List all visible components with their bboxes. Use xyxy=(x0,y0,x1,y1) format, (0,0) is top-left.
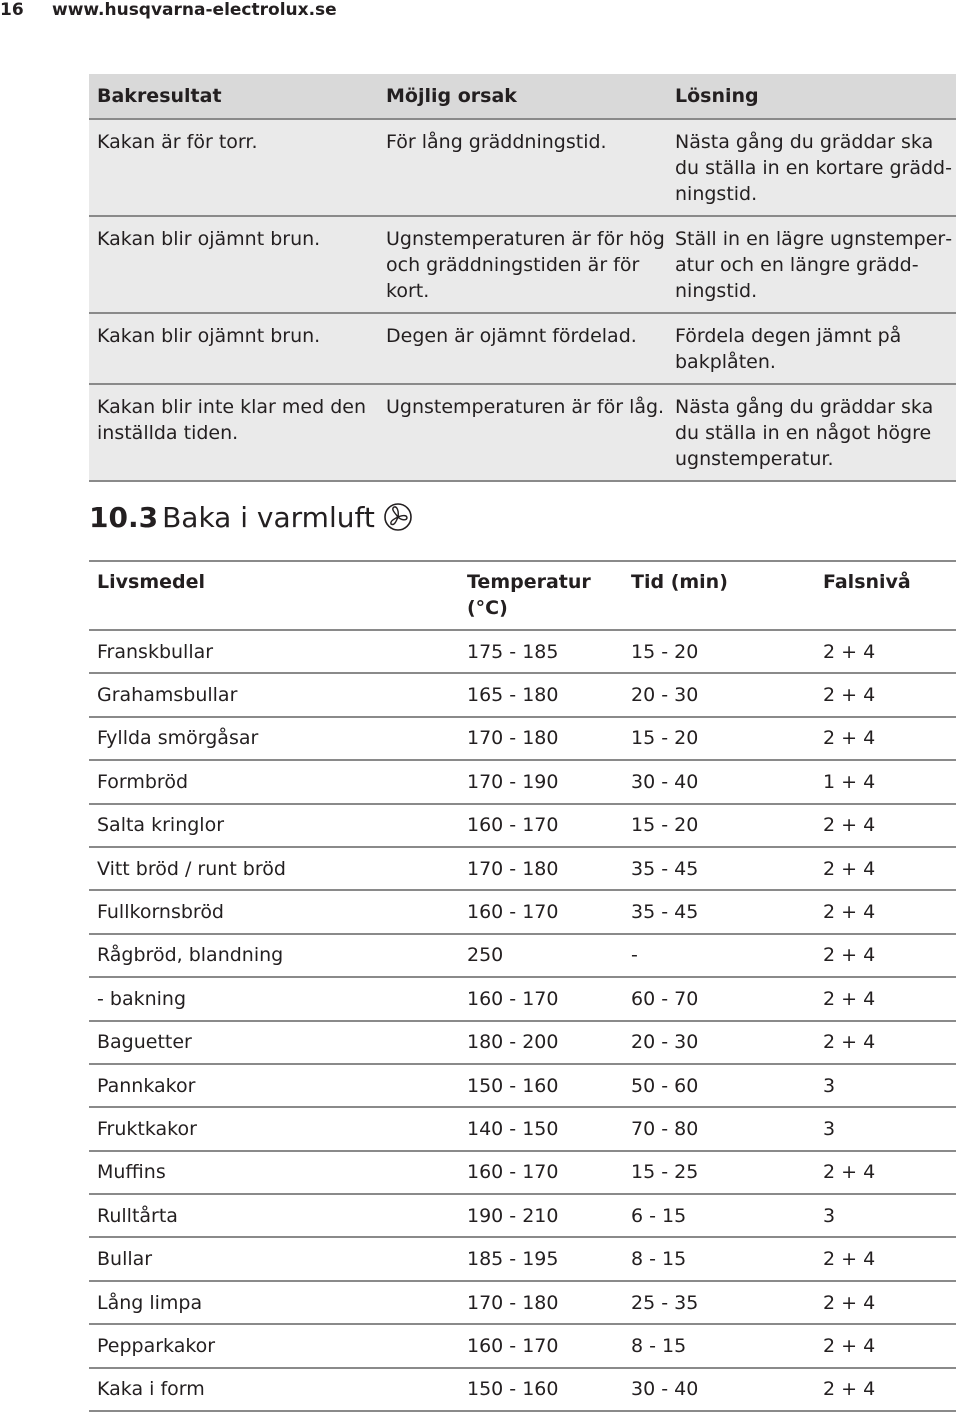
column-header: Livsmedel xyxy=(97,571,205,593)
table-cell: Lång limpa xyxy=(97,1291,203,1314)
table-cell: Rulltårta xyxy=(97,1204,178,1227)
table-cell: - bakning xyxy=(97,987,187,1010)
table-cell: Degen är ojämnt fördelad. xyxy=(386,325,637,347)
table-cell: Kakan är för torr. xyxy=(97,131,258,153)
table-cell: Fördela degen jämnt på bakplåten. xyxy=(675,325,902,373)
table-row xyxy=(89,631,956,674)
table-cell: 30 - 40 xyxy=(631,770,699,793)
table-cell: Fullkornsbröd xyxy=(97,901,224,924)
table-cell: Pepparkakor xyxy=(97,1334,216,1357)
table-cell: Kakan blir inte klar med den inställda tiden. xyxy=(97,396,366,444)
table-row xyxy=(89,978,956,1021)
table-cell: 2 + 4 xyxy=(823,814,876,837)
table-cell: 150 - 160 xyxy=(467,1378,559,1401)
table-row xyxy=(89,848,956,891)
table-cell: 180 - 200 xyxy=(467,1031,559,1054)
table-cell: 250 xyxy=(467,944,504,967)
table-cell: 20 - 30 xyxy=(631,684,699,707)
fan-icon xyxy=(383,502,413,532)
table-cell: 185 - 195 xyxy=(467,1248,559,1271)
table-row xyxy=(89,120,956,217)
table-row xyxy=(89,674,956,717)
table-row xyxy=(89,1195,956,1238)
section-heading xyxy=(89,497,413,537)
website-url: www.husqvarna-electrolux.se xyxy=(52,0,337,20)
table-row xyxy=(89,314,956,385)
table-row xyxy=(89,1152,956,1195)
table-row xyxy=(89,1108,956,1151)
baking-table xyxy=(89,560,956,1412)
table-cell: 8 - 15 xyxy=(631,1248,687,1271)
table-cell: 35 - 45 xyxy=(631,857,699,880)
table-cell: 15 - 25 xyxy=(631,1161,699,1184)
table-cell: 2 + 4 xyxy=(823,1248,876,1271)
table-cell: Pannkakor xyxy=(97,1074,196,1097)
table-row xyxy=(89,217,956,314)
table-cell: Fyllda smörgåsar xyxy=(97,727,259,750)
table-cell: Nästa gång du gräddar ska du ställa in en något högre ugnstemperatur. xyxy=(675,396,934,470)
column-header: Lösning xyxy=(675,85,759,107)
table-cell: Kakan blir ojämnt brun. xyxy=(97,325,321,347)
table-cell: 2 + 4 xyxy=(823,1161,876,1184)
table-cell: Kaka i form xyxy=(97,1378,205,1401)
table-cell: 170 - 190 xyxy=(467,770,559,793)
table-cell: 2 + 4 xyxy=(823,684,876,707)
table-cell: Bullar xyxy=(97,1248,153,1271)
table-cell: Fruktkakor xyxy=(97,1117,197,1140)
section-number: 10.3 xyxy=(89,500,159,534)
table-cell: 15 - 20 xyxy=(631,814,699,837)
table-cell: 170 - 180 xyxy=(467,857,559,880)
table-cell: 160 - 170 xyxy=(467,814,559,837)
table-cell: 3 xyxy=(823,1117,836,1140)
baking-table-body xyxy=(89,631,956,1412)
table-cell: Grahamsbullar xyxy=(97,684,238,707)
table-cell: 35 - 45 xyxy=(631,901,699,924)
table-cell: 8 - 15 xyxy=(631,1334,687,1357)
table-cell: Ugnstemperaturen är för låg. xyxy=(386,396,665,418)
table-cell: - xyxy=(631,944,638,967)
table-cell: 50 - 60 xyxy=(631,1074,699,1097)
table-cell: 2 + 4 xyxy=(823,987,876,1010)
table-header-row xyxy=(89,74,956,120)
table-cell: 2 + 4 xyxy=(823,727,876,750)
column-header: Tid (min) xyxy=(631,571,728,593)
table-cell: 160 - 170 xyxy=(467,901,559,924)
table-row xyxy=(89,1065,956,1108)
table-cell: 150 - 160 xyxy=(467,1074,559,1097)
table-row xyxy=(89,718,956,761)
table-cell: Ugnstemperaturen är för hög och gräddningstiden är för kort. xyxy=(386,228,665,302)
table-row xyxy=(89,935,956,978)
table-row xyxy=(89,385,956,482)
table-cell: 70 - 80 xyxy=(631,1117,699,1140)
table-cell: 25 - 35 xyxy=(631,1291,699,1314)
table-cell: 2 + 4 xyxy=(823,1031,876,1054)
table-cell: 15 - 20 xyxy=(631,640,699,663)
table-cell: Formbröd xyxy=(97,770,189,793)
table-cell: Vitt bröd / runt bröd xyxy=(97,857,286,880)
table-cell: 175 - 185 xyxy=(467,640,559,663)
table-cell: 2 + 4 xyxy=(823,1291,876,1314)
table-cell: Kakan blir ojämnt brun. xyxy=(97,228,321,250)
column-header: Bakresultat xyxy=(97,85,222,107)
table-cell: 30 - 40 xyxy=(631,1378,699,1401)
table-cell: 2 + 4 xyxy=(823,640,876,663)
table-cell: 2 + 4 xyxy=(823,1334,876,1357)
table-row xyxy=(89,1325,956,1368)
table-row xyxy=(89,1022,956,1065)
table-cell: 20 - 30 xyxy=(631,1031,699,1054)
table-cell: För lång gräddningstid. xyxy=(386,131,607,153)
table-cell: 190 - 210 xyxy=(467,1204,559,1227)
table-cell: 160 - 170 xyxy=(467,1334,559,1357)
table-cell: 3 xyxy=(823,1074,836,1097)
column-header: Möjlig orsak xyxy=(386,85,517,107)
table-cell: 2 + 4 xyxy=(823,857,876,880)
page-number: 16 xyxy=(0,0,24,20)
table-cell: Salta kringlor xyxy=(97,814,225,837)
table-cell: Franskbullar xyxy=(97,640,214,663)
table-cell: Nästa gång du gräddar ska du ställa in en kortare gräddningstid. xyxy=(675,131,952,205)
table-cell: 2 + 4 xyxy=(823,944,876,967)
table-cell: Rågbröd, blandning xyxy=(97,944,284,967)
table-row xyxy=(89,1369,956,1412)
table-row xyxy=(89,1282,956,1325)
table-row xyxy=(89,1238,956,1281)
table-header-row xyxy=(89,560,956,631)
table-cell: 170 - 180 xyxy=(467,727,559,750)
column-header: Temperatur (°C) xyxy=(467,571,591,619)
troubleshooting-table xyxy=(89,74,956,482)
table-cell: 160 - 170 xyxy=(467,987,559,1010)
table-row xyxy=(89,805,956,848)
table-cell: 3 xyxy=(823,1204,836,1227)
table-cell: 160 - 170 xyxy=(467,1161,559,1184)
table-cell: 140 - 150 xyxy=(467,1117,559,1140)
table-row xyxy=(89,761,956,804)
table-cell: 6 - 15 xyxy=(631,1204,687,1227)
table-cell: 2 + 4 xyxy=(823,1378,876,1401)
table-cell: Ställ in en lägre ugnstemperatur och en längre gräddningstid. xyxy=(675,228,953,302)
table-cell: 60 - 70 xyxy=(631,987,699,1010)
table-cell: Baguetter xyxy=(97,1031,192,1054)
table-cell: Muffins xyxy=(97,1161,166,1184)
table-cell: 1 + 4 xyxy=(823,770,876,793)
table-cell: 165 - 180 xyxy=(467,684,559,707)
table-cell: 170 - 180 xyxy=(467,1291,559,1314)
table-cell: 15 - 20 xyxy=(631,727,699,750)
table-cell: 2 + 4 xyxy=(823,901,876,924)
section-title: Baka i varmluft xyxy=(162,500,375,534)
column-header: Falsnivå xyxy=(823,571,911,593)
table-row xyxy=(89,891,956,934)
